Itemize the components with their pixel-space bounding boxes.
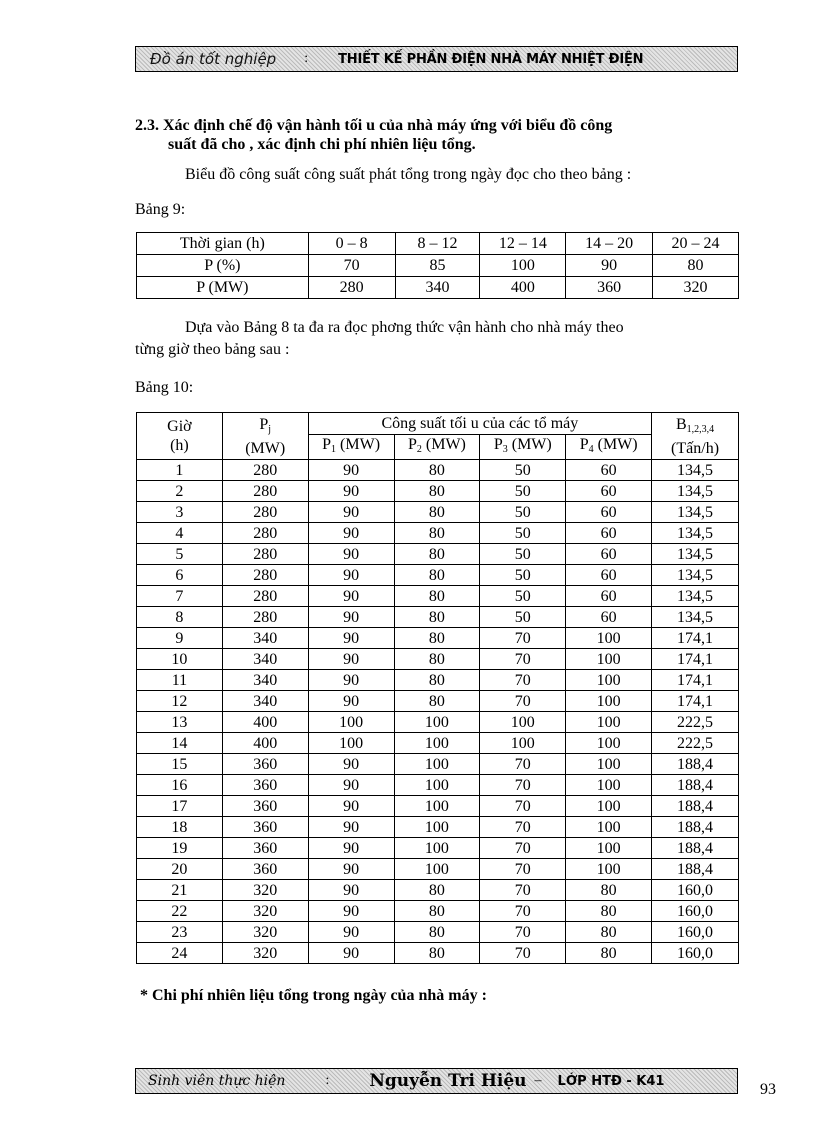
table10-cell: 160,0	[652, 901, 739, 922]
table10-cell: 80	[566, 901, 652, 922]
table10-cell: 80	[394, 481, 480, 502]
table10-cell: 6	[137, 565, 223, 586]
table10-row	[137, 628, 739, 649]
table10-cell: 18	[137, 817, 223, 838]
table10-cell: 80	[394, 607, 480, 628]
table10-cell: 90	[308, 481, 394, 502]
table10-cell: 80	[394, 670, 480, 691]
table10-cell: 90	[308, 796, 394, 817]
table9-cell: 0 – 8	[308, 233, 395, 255]
table10-cell: 90	[308, 628, 394, 649]
footer-left-text: Sinh viên thực hiện	[148, 1073, 286, 1089]
page-footer	[135, 1068, 738, 1094]
table10-cell: 340	[222, 670, 308, 691]
table10-cell: 360	[222, 838, 308, 859]
fuel-cost-note: * Chi phí nhiên liệu tổng trong ngày của nhà máy :	[140, 987, 487, 1004]
table10-subheader-p3: $P_3$ (MW)	[480, 435, 566, 460]
table10-cell: 1	[137, 460, 223, 481]
second-paragraph-line2: từng giờ theo bảng sau :	[135, 341, 290, 358]
table10-cell: 16	[137, 775, 223, 796]
table10-cell: 100	[566, 796, 652, 817]
table10-cell: 10	[137, 649, 223, 670]
table10-cell: 360	[222, 817, 308, 838]
table10-cell: 90	[308, 586, 394, 607]
table9-row	[137, 277, 739, 299]
table9-cell: 280	[308, 277, 395, 299]
table10-cell: 188,4	[652, 817, 739, 838]
table10-row	[137, 460, 739, 481]
table10-cell: 100	[566, 859, 652, 880]
table10-cell: 80	[394, 460, 480, 481]
table10-cell: 14	[137, 733, 223, 754]
table10-row	[137, 880, 739, 901]
table10-cell: 70	[480, 649, 566, 670]
table10-cell: 70	[480, 817, 566, 838]
table10-cell: 100	[308, 712, 394, 733]
table10-cell: 400	[222, 733, 308, 754]
table10-cell: 280	[222, 586, 308, 607]
table10-cell: 80	[566, 880, 652, 901]
table10-cell: 134,5	[652, 502, 739, 523]
table10-row	[137, 586, 739, 607]
table10-cell: 100	[394, 754, 480, 775]
table10-cell: 3	[137, 502, 223, 523]
table10-cell: 100	[566, 838, 652, 859]
page-header	[135, 46, 738, 72]
table10-subheader-p4: $P_4$ (MW)	[566, 435, 652, 460]
table10-cell: 100	[566, 754, 652, 775]
table10-cell: 100	[394, 817, 480, 838]
table10-row	[137, 754, 739, 775]
table9-cell: 70	[308, 255, 395, 277]
table10-cell: 134,5	[652, 481, 739, 502]
table10-cell: 280	[222, 481, 308, 502]
table10-cell: 100	[394, 775, 480, 796]
table10-row	[137, 775, 739, 796]
footer-student-name: Nguyễn Tri Hiệu	[369, 1071, 527, 1091]
table10-cell: 100	[566, 712, 652, 733]
table10-cell: 174,1	[652, 670, 739, 691]
table10-cell: 70	[480, 670, 566, 691]
table10-row	[137, 796, 739, 817]
table10-cell: 19	[137, 838, 223, 859]
table10-row	[137, 607, 739, 628]
footer-dash: –	[534, 1073, 542, 1088]
table10-cell: 90	[308, 523, 394, 544]
table10-cell: 70	[480, 880, 566, 901]
table10-cell: 23	[137, 922, 223, 943]
header-colon: :	[304, 51, 309, 66]
table10-cell: 50	[480, 544, 566, 565]
table10-cell: 160,0	[652, 922, 739, 943]
table10-cell: 90	[308, 880, 394, 901]
table10-cell: 174,1	[652, 628, 739, 649]
table10-subheader-p2: $P_2$ (MW)	[394, 435, 480, 460]
table10-row	[137, 670, 739, 691]
table10-cell: 280	[222, 544, 308, 565]
table10-header-pj: $P_j$ (MW)	[222, 413, 308, 460]
table10-cell: 90	[308, 691, 394, 712]
table10-cell: 80	[394, 586, 480, 607]
table10-cell: 70	[480, 775, 566, 796]
table9-cell: 340	[395, 277, 480, 299]
table9-cell: 360	[566, 277, 653, 299]
table10-cell: 134,5	[652, 544, 739, 565]
table10-cell: 134,5	[652, 586, 739, 607]
table10-cell: 90	[308, 943, 394, 964]
table10-cell: 340	[222, 649, 308, 670]
table9-cell: P (%)	[137, 255, 309, 277]
table10-row	[137, 859, 739, 880]
table10-cell: 280	[222, 502, 308, 523]
table10-cell: 70	[480, 691, 566, 712]
table10-cell: 11	[137, 670, 223, 691]
table10-cell: 100	[308, 733, 394, 754]
table9-cell: 90	[566, 255, 653, 277]
table10-cell: 174,1	[652, 649, 739, 670]
table10-cell: 134,5	[652, 607, 739, 628]
table10-cell: 12	[137, 691, 223, 712]
table10-cell: 70	[480, 628, 566, 649]
table10-cell: 50	[480, 565, 566, 586]
table10-cell: 188,4	[652, 859, 739, 880]
table10-cell: 15	[137, 754, 223, 775]
table10-cell: 70	[480, 838, 566, 859]
table9-cell: 8 – 12	[395, 233, 480, 255]
table9-label: Bảng 9:	[135, 201, 186, 218]
table10-cell: 160,0	[652, 943, 739, 964]
table10-header-hour: Giờ (h)	[137, 413, 223, 460]
table10-cell: 90	[308, 775, 394, 796]
table10-cell: 90	[308, 565, 394, 586]
table10-cell: 5	[137, 544, 223, 565]
table10-cell: 2	[137, 481, 223, 502]
table10-cell: 50	[480, 481, 566, 502]
intro-paragraph: Biểu đồ công suất công suất phát tổng trong ngày đọc cho theo bảng :	[185, 166, 632, 183]
table10-cell: 320	[222, 943, 308, 964]
table10-cell: 90	[308, 838, 394, 859]
table10-cell: 100	[480, 712, 566, 733]
table10-cell: 174,1	[652, 691, 739, 712]
table10-cell: 320	[222, 922, 308, 943]
table10-cell: 60	[566, 502, 652, 523]
table10-cell: 90	[308, 670, 394, 691]
table10-label: Bảng 10:	[135, 379, 194, 396]
table10-row	[137, 691, 739, 712]
table10-cell: 222,5	[652, 712, 739, 733]
table10-cell: 17	[137, 796, 223, 817]
table10-cell: 60	[566, 481, 652, 502]
table10-cell: 50	[480, 460, 566, 481]
section-title-line1: 2.3. Xác định chế độ vận hành tối u của nhà máy ứng với biểu đồ công	[135, 117, 613, 134]
table10-cell: 100	[394, 859, 480, 880]
table10-cell: 90	[308, 922, 394, 943]
table10-header-b: $B_{1,2,3,4}$ (Tấn/h)	[652, 413, 739, 460]
table10-cell: 100	[566, 733, 652, 754]
table10-cell: 280	[222, 523, 308, 544]
table9-cell: 320	[653, 277, 739, 299]
table10-cell: 134,5	[652, 523, 739, 544]
table10-cell: 90	[308, 901, 394, 922]
table10-cell: 100	[394, 712, 480, 733]
footer-colon: :	[325, 1073, 330, 1088]
table10-row	[137, 922, 739, 943]
table10-cell: 340	[222, 691, 308, 712]
table10-cell: 100	[394, 733, 480, 754]
table10-cell: 90	[308, 649, 394, 670]
table10-cell: 50	[480, 586, 566, 607]
header-title: THIẾT KẾ PHẦN ĐIỆN NHÀ MÁY NHIỆT ĐIỆN	[338, 51, 644, 67]
table10-cell: 280	[222, 460, 308, 481]
table10-cell: 80	[394, 922, 480, 943]
header-left-text: Đồ án tốt nghiệp	[150, 50, 277, 68]
second-paragraph	[135, 317, 740, 361]
table10-cell: 340	[222, 628, 308, 649]
table10-cell: 400	[222, 712, 308, 733]
table10-header-row1	[137, 413, 739, 435]
table10-cell: 70	[480, 922, 566, 943]
table10-cell: 320	[222, 901, 308, 922]
table10-cell: 80	[566, 943, 652, 964]
table10-cell: 280	[222, 607, 308, 628]
table10-cell: 60	[566, 607, 652, 628]
table10-row	[137, 502, 739, 523]
table10-cell: 100	[566, 649, 652, 670]
page-number: 93	[760, 1081, 776, 1098]
table10-cell: 188,4	[652, 754, 739, 775]
table10-cell: 60	[566, 544, 652, 565]
footer-class: LỚP HTĐ - K41	[557, 1073, 665, 1089]
table10-cell: 80	[394, 649, 480, 670]
table10-cell: 100	[394, 796, 480, 817]
table10-cell: 70	[480, 901, 566, 922]
table10-cell: 188,4	[652, 838, 739, 859]
table9-cell: 20 – 24	[653, 233, 739, 255]
table10-cell: 80	[566, 922, 652, 943]
table10-cell: 50	[480, 502, 566, 523]
table10-cell: 80	[394, 523, 480, 544]
table10-cell: 90	[308, 544, 394, 565]
table9-cell: 400	[480, 277, 566, 299]
second-paragraph-line1: Dựa vào Bảng 8 ta đa ra đọc phơng thức vận hành cho nhà máy theo	[185, 319, 624, 336]
section-title-line2: suất đã cho , xác định chi phí nhiên liệu tổng.	[168, 136, 476, 153]
table10-cell: 80	[394, 691, 480, 712]
table10-cell: 90	[308, 607, 394, 628]
table10-cell: 100	[566, 817, 652, 838]
table10-row	[137, 544, 739, 565]
table9-cell: P (MW)	[137, 277, 309, 299]
table9-cell: 14 – 20	[566, 233, 653, 255]
table9-cell: 12 – 14	[480, 233, 566, 255]
table10-cell: 280	[222, 565, 308, 586]
table10-row	[137, 817, 739, 838]
table10-cell: 90	[308, 460, 394, 481]
table10-cell: 100	[566, 670, 652, 691]
table10-cell: 100	[566, 628, 652, 649]
table10-cell: 90	[308, 817, 394, 838]
table10-cell: 80	[394, 628, 480, 649]
table10-cell: 100	[566, 775, 652, 796]
table10-cell: 50	[480, 523, 566, 544]
table10-cell: 80	[394, 901, 480, 922]
table10-cell: 100	[480, 733, 566, 754]
table10-cell: 222,5	[652, 733, 739, 754]
table10-cell: 320	[222, 880, 308, 901]
table-9	[136, 232, 739, 299]
table10-row	[137, 943, 739, 964]
table10-header-group: Công suất tối u của các tổ máy	[308, 413, 651, 435]
table9-cell: Thời gian (h)	[137, 233, 309, 255]
table10-cell: 360	[222, 754, 308, 775]
table10-row	[137, 649, 739, 670]
table10-cell: 70	[480, 754, 566, 775]
table9-cell: 100	[480, 255, 566, 277]
table10-subheader-p1: $P_1$ (MW)	[308, 435, 394, 460]
table10-cell: 60	[566, 523, 652, 544]
table10-cell: 8	[137, 607, 223, 628]
table10-row	[137, 901, 739, 922]
table10-cell: 188,4	[652, 796, 739, 817]
table10-cell: 134,5	[652, 565, 739, 586]
section-title	[135, 116, 735, 154]
table10-row	[137, 481, 739, 502]
table10-cell: 20	[137, 859, 223, 880]
table10-cell: 70	[480, 796, 566, 817]
table10-cell: 21	[137, 880, 223, 901]
table10-cell: 80	[394, 943, 480, 964]
table10-cell: 100	[566, 691, 652, 712]
table10-cell: 90	[308, 859, 394, 880]
table10-cell: 80	[394, 880, 480, 901]
table10-cell: 90	[308, 754, 394, 775]
table10-cell: 360	[222, 859, 308, 880]
table10-cell: 100	[394, 838, 480, 859]
table10-cell: 13	[137, 712, 223, 733]
table10-cell: 50	[480, 607, 566, 628]
table10-row	[137, 838, 739, 859]
table10-cell: 90	[308, 502, 394, 523]
table10-cell: 9	[137, 628, 223, 649]
table10-cell: 60	[566, 565, 652, 586]
table10-cell: 70	[480, 859, 566, 880]
table9-cell: 85	[395, 255, 480, 277]
table10-cell: 188,4	[652, 775, 739, 796]
table10-cell: 160,0	[652, 880, 739, 901]
table10-cell: 60	[566, 586, 652, 607]
table10-cell: 70	[480, 943, 566, 964]
table10-cell: 80	[394, 565, 480, 586]
table10-cell: 4	[137, 523, 223, 544]
table10-cell: 80	[394, 544, 480, 565]
table10-cell: 360	[222, 796, 308, 817]
table10-row	[137, 733, 739, 754]
table9-row	[137, 255, 739, 277]
table10-row	[137, 712, 739, 733]
table10-cell: 22	[137, 901, 223, 922]
table9-header-row	[137, 233, 739, 255]
table10-cell: 80	[394, 502, 480, 523]
table10-cell: 360	[222, 775, 308, 796]
table10-row	[137, 523, 739, 544]
table-10	[136, 412, 739, 964]
table9-cell: 80	[653, 255, 739, 277]
table10-cell: 60	[566, 460, 652, 481]
table10-cell: 24	[137, 943, 223, 964]
table10-cell: 7	[137, 586, 223, 607]
table10-row	[137, 565, 739, 586]
table10-cell: 134,5	[652, 460, 739, 481]
